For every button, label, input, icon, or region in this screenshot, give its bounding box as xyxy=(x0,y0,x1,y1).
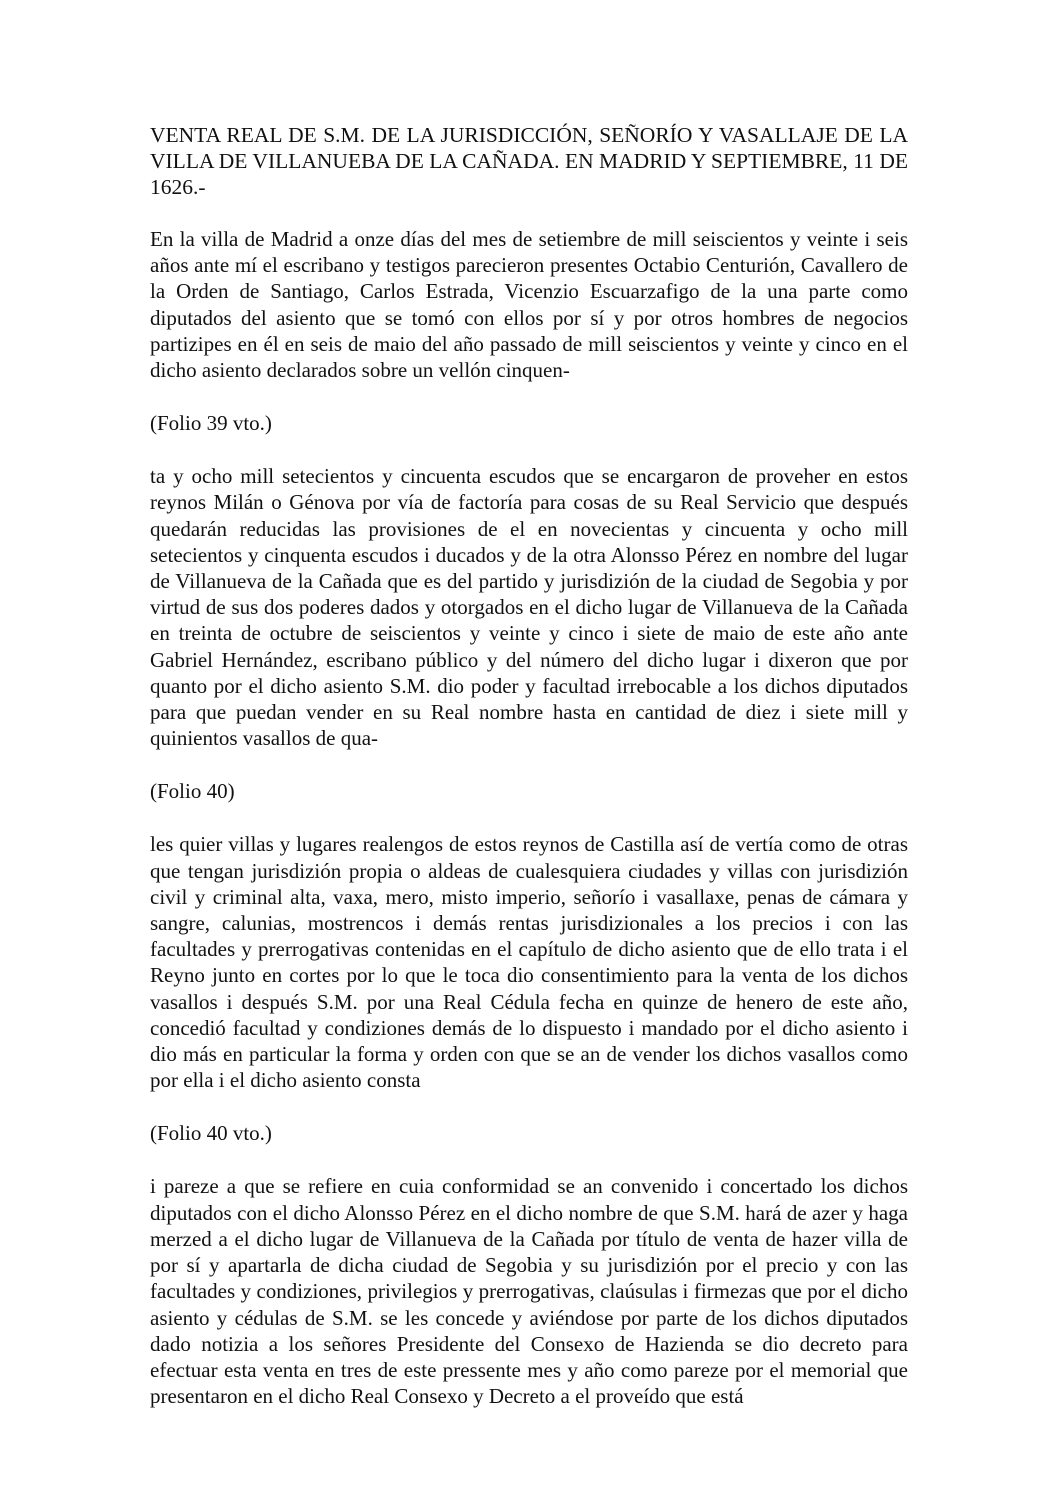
document-title: VENTA REAL DE S.M. DE LA JURISDICCIÓN, SEÑORÍO Y VASALLAJE DE LA VILLA DE VILLANUEBA DE LA CAÑADA. EN MADRID Y SEPTIEMBRE, 11 DE 1626.- xyxy=(150,123,908,199)
paragraph: les quier villas y lugares realengos de estos reynos de Castilla así de vertía como de otras que tengan jurisdizión propia o aldeas de cualesquiera ciudades y villas con jurisdizión civil y criminal alta, vaxa, mero, misto imperio, señorío i vasallaxe, penas de cámara y sangre, calunias, mostrencos i demás rentas jurisdizionales a los precios i con las facultades y prerrogativas contenidas en el capítulo de dicho asiento que de ello trata i el Reyno junto en cortes por lo que le toca dio consentimiento para la venta de los dichos vasallos i después S.M. por una Real Cédula fecha en quinze de henero de este año, concedió facultad y condiziones demás de lo dispuesto i mandado por el dicho asiento i dio más en particular la forma y orden con que se an de vender los dichos vasallos como por ella i el dicho asiento consta xyxy=(150,832,908,1093)
paragraph: En la villa de Madrid a onze días del mes de setiembre de mill seiscientos y veinte i seis años ante mí el escribano y testigos parecieron presentes Octabio Centurión, Cavallero de la Orden de Santiago, Carlos Estrada, Vicenzio Escuarzafigo de la una parte como diputados del asiento que se tomó con ellos por sí y por otros hombres de negocios partizipes en él en seis de maio del año passado de mill seiscientos y veinte y cinco en el dicho asiento declarados sobre un vellón cinquen- xyxy=(150,227,908,383)
folio-marker: (Folio 40) xyxy=(150,779,235,804)
folio-marker: (Folio 40 vto.) xyxy=(150,1121,272,1146)
folio-marker: (Folio 39 vto.) xyxy=(150,411,272,436)
paragraph: i pareze a que se refiere en cuia conformidad se an convenido i concertado los dichos diputados con el dicho Alonsso Pérez en el dicho nombre de que S.M. hará de azer y haga merzed a el dicho lugar de Villanueva de la Cañada por título de venta de hazer villa de por sí y apartarla de dicha ciudad de Segobia y su jurisdizión por el precio y con las facultades y condiziones, privilegios y prerrogativas, claúsulas i firmezas que por el dicho asiento y cédulas de S.M. se les concede y aviéndose por parte de los dichos diputados dado notizia a los señores Presidente del Consexo de Hazienda se dio decreto para efectuar esta venta en tres de este pressente mes y año como pareze por el memorial que presentaron en el dicho Real Consexo y Decreto a el proveído que está xyxy=(150,1174,908,1409)
document-page xyxy=(150,122,908,1436)
paragraph: ta y ocho mill setecientos y cincuenta escudos que se encargaron de proveher en estos reynos Milán o Génova por vía de factoría para cosas de su Real Servicio que después quedarán reducidas las provisiones de el en novecientas y cincuenta y ocho mill setecientos y cinquenta escudos i ducados y de la otra Alonsso Pérez en nombre del lugar de Villanueva de la Cañada que es del partido y jurisdizión de la ciudad de Segobia y por virtud de sus dos poderes dados y otorgados en el dicho lugar de Villanueva de la Cañada en treinta de octubre de seiscientos y veinte y cinco i siete de maio de este año ante Gabriel Hernández, escribano público y del número del dicho lugar i dixeron que por quanto por el dicho asiento S.M. dio poder y facultad irrebocable a los dichos diputados para que puedan vender en su Real nombre hasta en cantidad de diez i siete mill y quinientos vasallos de qua- xyxy=(150,464,908,751)
